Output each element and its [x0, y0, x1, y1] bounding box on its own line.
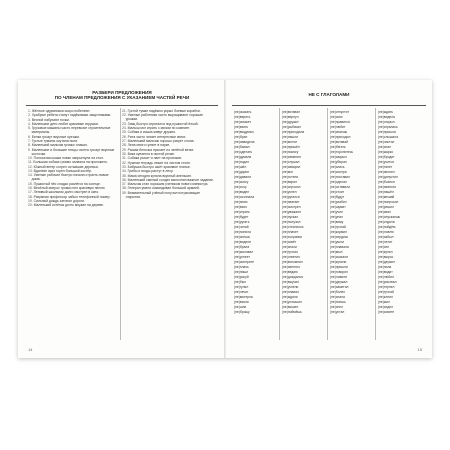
verb-item: (не)сказать [234, 110, 252, 114]
sentence-number: 21. [122, 109, 128, 113]
verb-item: (не)поставил [330, 175, 350, 179]
sentence-text: Рыжая белочка прыгает по зелёной ветке. [127, 147, 195, 152]
verb-item: (не)устал [330, 310, 345, 314]
verb-item: (не)держал [330, 280, 348, 284]
sentence-number: 38. [122, 186, 128, 191]
sentence-number: 17. [28, 190, 34, 195]
sentence-number: 27. [122, 139, 128, 143]
exercise-sentence [28, 173, 118, 181]
sentence-text: Весной набухают почки. [31, 117, 70, 122]
verb-item: (не)любит [330, 125, 346, 129]
verb-item: (не)думала [234, 155, 252, 159]
page-number: 15 [417, 347, 422, 352]
sentence-number: 20. [28, 203, 34, 208]
verb-item: (не)сделал [330, 180, 347, 184]
column-divider [279, 108, 280, 340]
verb-item: (не)допустил [378, 175, 398, 179]
sentence-text: Внимательный учёный получил потрясающие открытия. [125, 190, 200, 199]
sentence-number: 29. [122, 147, 128, 152]
verb-item: (не)пришли [330, 265, 348, 269]
verb-item: (не)сохранил [282, 235, 303, 239]
verb-item: (не)знаю [234, 200, 248, 204]
column-divider [375, 108, 376, 340]
left-title-line1: РАЗБЕРИ ПРЕДЛОЖЕНИЯ [92, 90, 152, 95]
verb-item: (не)торопитесь [330, 150, 354, 154]
verb-item: (не)отдала [378, 220, 395, 224]
verb-item: (не)будут [330, 195, 345, 199]
page-number: 14 [28, 347, 33, 352]
sentence-number: 13. [28, 169, 34, 173]
column-divider [120, 108, 121, 340]
verb-item: (не)навидела [234, 140, 255, 144]
verb-item: (не)говорил [330, 270, 348, 274]
verb-item: (не)купили [330, 260, 347, 264]
verb-item: (не)сидел [378, 305, 393, 309]
verb-item: (не)рыбачил [282, 125, 302, 129]
verb-item: (не)разбил [330, 200, 347, 204]
sentence-text: Маленькие дети любят красивые игрушки. [31, 121, 99, 126]
verb-item: (не)спал [378, 145, 392, 149]
sentence-text: Пушистый пёс сладко разлёгся на солнце. [33, 181, 101, 186]
verb-item: (не)спеша [234, 235, 250, 239]
sentence-text: Маленькие и большие птицы охотно грызут вкусные косточки. [31, 147, 115, 156]
verb-item: (не)смотри [330, 170, 347, 174]
verb-item: (не)поняла [234, 230, 251, 234]
verb-item: (не)жаловал [234, 250, 254, 254]
sentence-number: 16. [28, 186, 34, 191]
verb-item: (не)выдумал [234, 130, 254, 134]
verb-item: (не)летит [378, 240, 393, 244]
verb-item: (не)трогай [330, 225, 346, 229]
verb-item: (не)осознала [234, 195, 255, 199]
verb-item: (не)вытерла [234, 295, 253, 299]
verb-item: (не)бродит [378, 155, 395, 159]
exercise-sentence [122, 113, 214, 121]
verb-item: (не)плачет [282, 230, 299, 234]
verb-item: (не)изменил [282, 155, 301, 159]
verb-item: (не)пришёл [282, 145, 300, 149]
right-page-title: НЕ С ГЛАГОЛАМИ [308, 92, 350, 97]
sentence-text: Бабушка быстро шьёт красивое платье. [127, 164, 191, 169]
sentence-text: Полосатая кошка ловко запрыгнула на стол. [33, 156, 104, 161]
verb-item: (не)открыл [378, 120, 395, 124]
verb-item: (не)забыл [378, 235, 394, 239]
verb-item: (не)хочу [234, 185, 247, 189]
verb-column [378, 110, 410, 315]
sentence-text: Малыш мог играть с мячом по комнате. [127, 126, 191, 131]
verb-item: (не)успел [282, 190, 297, 194]
verb-item: (не)оставили [330, 185, 350, 189]
verb-item: (не)ждали [282, 295, 298, 299]
verb-item: (не)попросил [378, 200, 399, 204]
verb-item: (не)зовите [378, 310, 395, 314]
verb-item: (не)пришла [378, 130, 396, 134]
verb-item: (не)трогай [378, 290, 394, 294]
verb-item: (не)рисуй [234, 275, 249, 279]
verb-item: (не)жарко [378, 150, 394, 154]
sentence-text: Генерал умело командовал большой армией. [127, 186, 200, 191]
verb-item: (не)стоит [330, 190, 345, 194]
sentence-text: Жёлтые одуванчики скоро побелеют. [31, 109, 91, 113]
sentence-text: Заяц быстро спрятался под пушистой ёлкой. [127, 121, 199, 126]
verb-item: (не)светило [282, 265, 301, 269]
verb-item: (не)нашли [282, 135, 298, 139]
verb-item: (не)могли [282, 140, 297, 144]
sentence-text: Собака и кошка живут дружно. [127, 130, 177, 135]
verb-item: (не)получил [282, 220, 301, 224]
verb-item: (не)брал [234, 135, 248, 139]
sentence-text: Собака рычит и лает на прохожих. [127, 156, 183, 161]
sentence-number: 12. [28, 164, 34, 169]
verb-item: (не)ответил [282, 255, 300, 259]
verb-item: (не)вышел [282, 305, 299, 309]
verb-item: (не)ругать [234, 220, 250, 224]
verb-item: (не)давали [234, 175, 251, 179]
left-page [18, 80, 224, 358]
sentence-number: 11. [28, 160, 34, 165]
verb-item: (не)брала [234, 245, 250, 249]
verb-item: (не)ждать [378, 110, 393, 114]
verb-item: (не)видит [378, 270, 393, 274]
verb-item: (не)вырос [378, 255, 394, 259]
sentence-number: 39. [122, 190, 128, 195]
verb-item: (не)решил [378, 205, 394, 209]
open-workbook [18, 80, 432, 358]
verb-item: (не)спел [330, 305, 343, 309]
verb-item: (не)нравится [330, 120, 350, 124]
sentence-text: Большая собака громко залаяла на прохожего. [33, 160, 108, 165]
sentence-text: Маленький мальчик громко плакал. [31, 143, 88, 148]
sentence-text: Маленький котёнок долго мяукал на дереве. [33, 203, 104, 208]
exercise-sentence [28, 126, 118, 134]
verb-item: (не)пойдём [378, 225, 396, 229]
verb-item: (не)вернул [282, 115, 299, 119]
verb-item: (не)ведаю [282, 270, 298, 274]
verb-item: (не)успели [282, 285, 299, 289]
verb-item: (не)трогал [282, 250, 298, 254]
sentence-text: Мама сегодня купила вкусный апельсин. [127, 173, 192, 178]
verb-item: (не)знаешь [330, 130, 348, 134]
exercise-sentence [28, 148, 118, 156]
verb-item: (не)игралась [378, 125, 398, 129]
verb-item: (не)видели [234, 240, 251, 244]
verb-item: (не)шумит [330, 205, 346, 209]
verb-column [330, 110, 362, 315]
verb-item: (не)кормил [330, 230, 348, 234]
verb-item: (не)дарил [234, 170, 250, 174]
sentence-number: 24. [122, 126, 128, 131]
sentence-number: 9. [28, 147, 32, 152]
verb-item: (не)клеил [378, 295, 393, 299]
verb-item: (не)ловлю [378, 230, 394, 234]
verb-item: (не)спросил [282, 185, 301, 189]
sentence-number: 22. [122, 113, 128, 118]
verb-item: (не)поешь [330, 300, 346, 304]
sentence-text: Вика купается в чистой речке. [127, 151, 176, 156]
title-divider [232, 105, 426, 106]
verb-item: (не)отпустит [330, 110, 350, 114]
sentence-text: Грибы и ягоды растут в лесу. [127, 169, 174, 174]
verb-item: (не)приходил [330, 135, 351, 139]
sentence-number: 1. [28, 109, 32, 113]
verb-item: (не)тянет [378, 165, 393, 169]
verb-column [282, 110, 314, 315]
sentence-number: 31. [122, 156, 128, 161]
sentence-number: 8. [28, 143, 32, 148]
sentence-number: 32. [122, 160, 128, 165]
column-divider [327, 108, 328, 340]
sentence-number: 34. [122, 169, 128, 174]
verb-item: (не)купил [378, 250, 393, 254]
sentence-text: Весёлый матрос громко пел красивую песню. [33, 186, 106, 191]
verb-item: (не)убирал [330, 160, 347, 164]
verb-item: (не)учится [378, 160, 394, 164]
sentence-number: 33. [122, 164, 128, 169]
sentence-number: 2. [28, 113, 32, 118]
verb-item: (не)пускал [282, 215, 299, 219]
verb-item: (не)вставал [282, 110, 300, 114]
verb-item: (не)верил [282, 180, 297, 184]
exercise-sentence [122, 191, 214, 199]
sentence-text: Белки грызут вкусные орешки. [31, 134, 80, 139]
verb-item: (не)дружит [282, 120, 299, 124]
verb-item: (не)верить [234, 115, 251, 119]
sentence-number: 36. [122, 177, 128, 182]
verb-item: (не)злись [330, 165, 345, 169]
verb-item: (не)опускаешь [378, 215, 401, 219]
sentence-number: 19. [28, 199, 34, 203]
verb-item: (не)спала [330, 295, 345, 299]
verb-item: (не)бегать [330, 145, 346, 149]
verb-item: (не)дождался [282, 275, 303, 279]
sentence-number: 37. [122, 182, 128, 187]
sentence-text: Южный ветер согрел остывшие деревья. [33, 164, 99, 169]
verb-item: (не)зовёт [282, 240, 297, 244]
verb-item: (не)видела [378, 115, 395, 119]
verb-item: (не)слышала [378, 135, 399, 139]
sentence-number: 4. [28, 121, 32, 126]
verb-item: (не)сердись [330, 235, 349, 239]
sentence-text: Грузовые машины часто перевозят строительные материалы. [31, 126, 111, 135]
verb-item: (не)видел [234, 190, 250, 194]
sentence-number: 15. [28, 181, 34, 186]
verb-item: (не)пиши [234, 270, 248, 274]
verb-item: (не)заварил [282, 165, 301, 169]
sentence-text: Маленький смелый солдат выполнил важное задание. [127, 177, 214, 182]
verb-item: (не)вижу [330, 220, 344, 224]
verb-item: (не)учил [330, 210, 343, 214]
sentence-text: Маленький мальчик хорошо рисует слона. [127, 139, 195, 143]
verb-item: (не)мыл [330, 250, 343, 254]
verb-item: (не)плачь [234, 265, 249, 269]
verb-item: (не)нашёл [378, 190, 394, 194]
sentence-number: 35. [122, 173, 128, 178]
right-page [226, 80, 432, 358]
verb-item: (не)поймёшь [282, 310, 302, 314]
sentence-column-1 [28, 109, 118, 208]
sentence-number: 26. [122, 134, 128, 139]
sentence-column-2 [122, 109, 214, 199]
verb-item: (не)вставай [330, 140, 348, 144]
verb-item: (не)плавала [330, 245, 349, 249]
verb-item: (не)рисовал [378, 280, 397, 284]
verb-item: (не)смогу [234, 180, 249, 184]
verb-item: (не)чистил [378, 140, 395, 144]
sentence-text: Ленивый школьник долго смотрел в окно. [33, 190, 100, 195]
verb-item: (не)звал [378, 210, 391, 214]
verb-item: (не)вспомнил [282, 260, 303, 264]
sentence-number: 18. [28, 194, 34, 199]
verb-item: (не)сказали [330, 255, 348, 259]
left-page-title [26, 90, 218, 101]
verb-item: (не)слушал [282, 160, 300, 164]
verb-item: (не)помогу [282, 150, 299, 154]
verb-item: (не)смотрите [234, 260, 255, 264]
verb-item: (не)терпел [378, 285, 395, 289]
verb-item: (не)хватило [378, 185, 397, 189]
verb-item: (не)брошу [234, 310, 250, 314]
sentence-number: 23. [122, 121, 128, 126]
sentence-text: Разумная профессор забыл телефонный номер. [33, 194, 111, 199]
sentence-text: Умелые работники часто выращивают хорошие урожаи. [125, 113, 203, 122]
verb-item: (не)плавал [282, 290, 299, 294]
verb-item: (не)упал [330, 215, 344, 219]
exercise-sentence [28, 203, 118, 207]
verb-item: (не)услышал [282, 300, 302, 304]
verb-item: (не)сможет [234, 120, 252, 124]
verb-item: (не)шёл [234, 165, 247, 169]
verb-item: (не)сел [378, 245, 390, 249]
sentence-text: Густые туманы окутали поля. [31, 139, 78, 143]
verb-item: (не)мог [282, 170, 294, 174]
verb-item: (не)выучил [282, 280, 300, 284]
verb-item: (не)ругался [282, 195, 300, 199]
sentence-number: 10. [28, 156, 34, 161]
verb-item: (не)смотрел [282, 205, 301, 209]
verb-item: (не)хватает [282, 200, 300, 204]
verb-item: (не)пила [378, 265, 392, 269]
verb-item: (не)успеет [234, 255, 250, 259]
verb-item: (не)сделать [234, 150, 253, 154]
verb-item: (не)знали [282, 245, 297, 249]
verb-item: (не)мешай [378, 195, 395, 199]
sentence-text: Умелые рабочие быстро начали строить новые дома. [31, 173, 109, 182]
verb-item: (не)приходила [282, 130, 305, 134]
verb-item: (не)был [234, 280, 247, 284]
verb-item: (не)шли [234, 305, 247, 309]
verb-item: (не)ходил [234, 160, 249, 164]
title-divider [26, 105, 218, 106]
sentence-text: Храбрые ребята станут надёжными защитниками. [31, 113, 112, 118]
verb-item: (не)закрыл [330, 155, 347, 159]
sentence-text: Вдалеке ярко горел большой костёр. [33, 169, 92, 173]
verb-item: (не)играть [234, 210, 250, 214]
verb-item: (не)лечит [234, 290, 249, 294]
verb-item: (не)будет [234, 215, 249, 219]
verb-item: (не)хотели [282, 175, 299, 179]
sentence-text: Лена много гуляет в парке. [127, 143, 171, 148]
verb-item: (не)боялся [378, 180, 395, 184]
sentence-text: Густой туман надёжно укрыл боевые корабли. [127, 109, 201, 113]
verb-item: (не)звонил [378, 170, 395, 174]
sentence-number: 25. [122, 130, 128, 135]
verb-item: (не)взять [234, 125, 249, 129]
left-title-line2: ПО ЧЛЕНАМ ПРЕДЛОЖЕНИЯ С УКАЗАНИЕМ ЧАСТЕЙ РЕЧИ [54, 95, 190, 101]
verb-item: (не)жил [378, 300, 390, 304]
sentence-text: Мальчик стал хорошим учеником нового министра. [127, 182, 209, 187]
verb-item: (не)читай [234, 225, 249, 229]
verb-item: (не)уважают [282, 210, 301, 214]
sentence-number: 14. [28, 173, 34, 178]
sentence-number: 6. [28, 134, 32, 139]
verb-item: (не)взяли [234, 300, 249, 304]
verb-item: (не)смог [330, 115, 343, 119]
verb-item: (не)заметил [330, 285, 349, 289]
sentence-number: 7. [28, 139, 32, 143]
sentence-number: 30. [122, 151, 128, 156]
sentence-text: Рита часто читает интересные книги. [127, 134, 187, 139]
verb-item: (не)ушли [330, 240, 344, 244]
verb-column [234, 110, 266, 315]
verb-item: (не)держит [378, 260, 395, 264]
sentence-number: 28. [122, 143, 128, 148]
verb-item: (не)болел [330, 290, 346, 294]
sentence-number: 5. [28, 126, 32, 131]
verb-item: (не)ловили [330, 275, 348, 279]
sentence-number: 3. [28, 117, 32, 122]
verb-item: (не)бывал [234, 145, 250, 149]
sentence-text: Нужная тетрадь лежит на чистом столе. [127, 160, 191, 165]
verb-item: (не)стеснялся [282, 225, 304, 229]
sentence-text: Сильный дождь затопил дороги. [33, 199, 85, 203]
verb-item: (не)гулял [234, 285, 249, 289]
verb-item: (не)любил [378, 275, 394, 279]
verb-item: (не)взял [234, 205, 247, 209]
